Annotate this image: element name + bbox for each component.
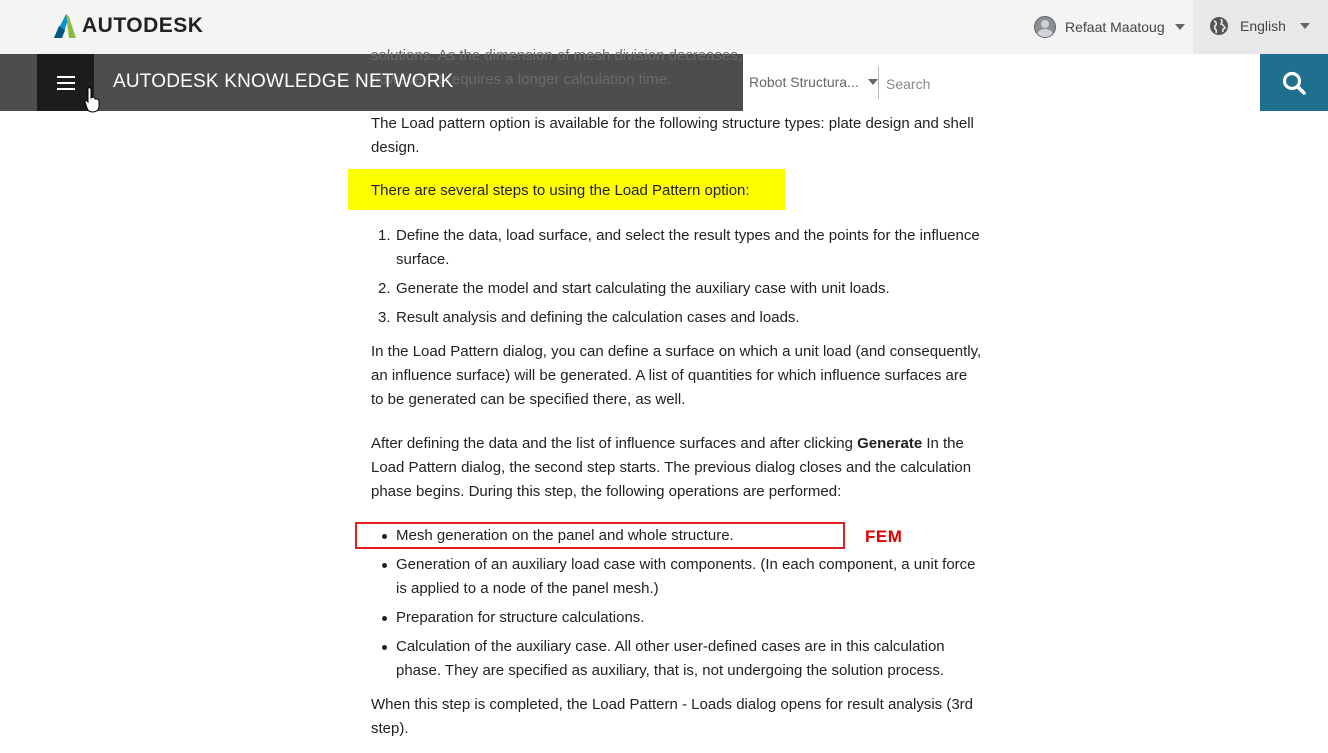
list-item: Mesh generation on the panel and whole structure. — [371, 524, 983, 548]
autodesk-logo-icon — [52, 13, 78, 39]
list-item: Generation of an auxiliary load case with components. (In each component, a unit force is applied to a node of the panel mesh.) — [371, 553, 983, 601]
list-item: Preparation for structure calculations. — [371, 606, 983, 630]
user-name: Refaat Maatoug — [1065, 19, 1165, 35]
search-bar — [743, 54, 1260, 111]
paragraph-generate — [371, 432, 983, 504]
search-input[interactable] — [884, 66, 1248, 101]
step-number: 1. — [378, 227, 391, 244]
globe-icon — [1209, 16, 1229, 36]
annotation-label: FEM — [865, 527, 903, 546]
annotation-box — [355, 522, 845, 549]
step-text: Result analysis and defining the calculation cases and loads. — [396, 309, 800, 326]
hand-cursor-icon — [84, 87, 100, 113]
user-menu[interactable] — [1034, 16, 1185, 38]
avatar — [1034, 16, 1056, 38]
step-text: Define the data, load surface, and select the result types and the points for the influence surface. — [396, 227, 980, 268]
peek-line: however, it requires a longer calculation time. — [371, 71, 672, 88]
list-item — [371, 277, 983, 301]
paragraph-step-completed: When this step is completed, the Load Pattern - Loads dialog opens for result analysis (3rd step). — [371, 696, 973, 737]
highlighted-note-text: There are several steps to using the Load Pattern option: — [371, 182, 750, 199]
chevron-down-icon — [868, 79, 878, 85]
product-select[interactable] — [749, 74, 878, 90]
peek-line: solutions. As the dimension of mesh division decreases, — [371, 47, 743, 64]
knowledge-network-title[interactable]: AUTODESK KNOWLEDGE NETWORK — [113, 71, 454, 92]
product-select-value: Robot Structura... — [749, 74, 859, 90]
step-number: 2. — [378, 280, 391, 297]
language-menu[interactable] — [1193, 0, 1328, 54]
p4-text-before: After defining the data and the list of influence surfaces and after clicking — [371, 435, 858, 452]
search-divider — [878, 66, 879, 99]
highlighted-note — [348, 169, 785, 210]
paragraph-load-pattern-dialog: In the Load Pattern dialog, you can define a surface on which a unit load (and consequently, an influence surface) will be generated. A list of quantities for which influence surfaces are to be generated can be specified there, as well. — [371, 343, 982, 408]
paragraph-structure-types: The Load pattern option is available for the following structure types: plate design and shell design. — [371, 115, 974, 156]
autodesk-logo[interactable] — [52, 12, 203, 40]
knowledge-network-navbar — [0, 47, 1328, 111]
chevron-down-icon — [1300, 23, 1310, 29]
logo-text: AUTODESK — [82, 14, 204, 37]
step-number: 3. — [378, 309, 391, 326]
chevron-down-icon — [1175, 24, 1185, 30]
language-label: English — [1240, 18, 1286, 34]
search-icon — [1281, 70, 1307, 96]
hamburger-icon — [57, 76, 75, 90]
list-item — [371, 306, 983, 330]
p4-text-after: In the Load Pattern dialog, the second step starts. The previous dialog closes and the calculation phase begins. During this step, the following operations are performed: — [371, 435, 972, 500]
step-text: Generate the model and start calculating the auxiliary case with unit loads. — [396, 280, 890, 297]
list-item — [371, 224, 983, 272]
list-item: Calculation of the auxiliary case. All other user-defined cases are in this calculation phase. They are specified as auxiliary, that is, not undergoing the solution process. — [371, 635, 983, 683]
generate-keyword: Generate — [857, 435, 923, 452]
search-button[interactable] — [1260, 54, 1328, 111]
steps-list — [371, 224, 983, 335]
